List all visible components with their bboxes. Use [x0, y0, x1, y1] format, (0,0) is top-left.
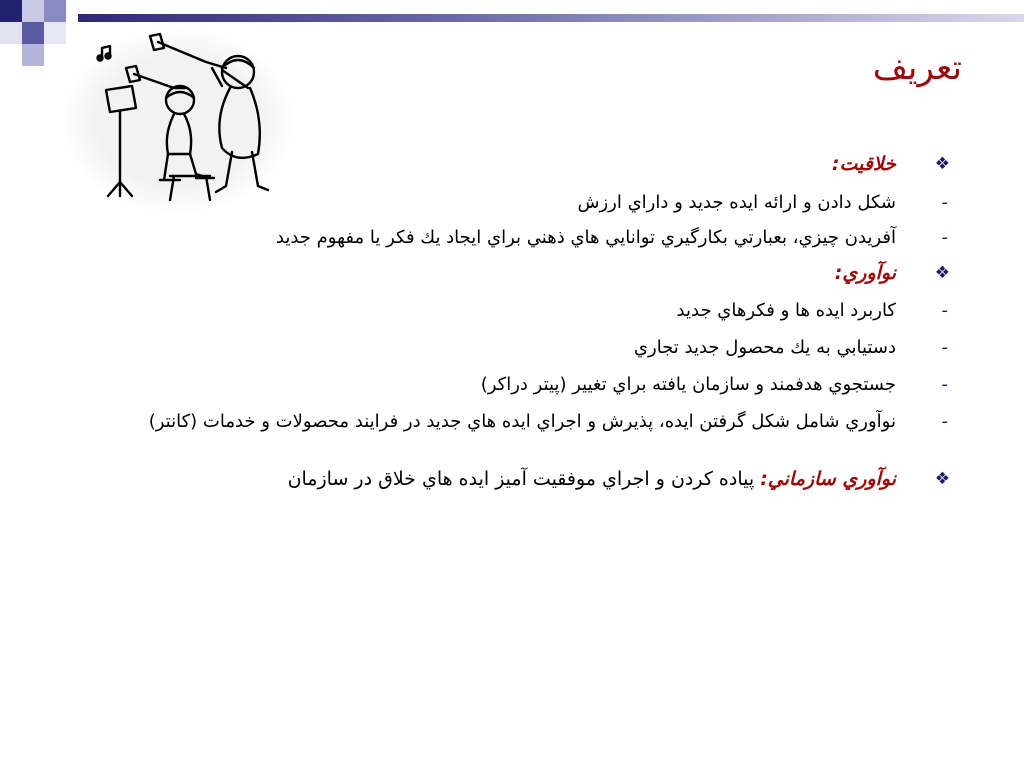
list-item — [104, 371, 964, 398]
section-organizational-innovation — [104, 465, 964, 494]
list-item-text: كاربرد ايده ها و فكرهاي جديد — [676, 300, 896, 321]
section-innovation — [104, 259, 964, 288]
list-item-text: نوآوري شامل شكل گرفتن ايده، پذيرش و اجراي ايده هاي جديد در فرايند محصولات و خدمات (كانتر) — [148, 411, 896, 432]
list-item — [104, 334, 964, 361]
diamond-bullet-icon: ❖ — [934, 262, 950, 283]
deco-square — [22, 44, 44, 66]
dash-bullet: - — [941, 337, 948, 358]
list-item-text: دستيابي به يك محصول جديد تجاري — [633, 337, 896, 358]
deco-square — [22, 0, 44, 22]
section-heading: خلاقيت: — [831, 153, 896, 175]
dash-bullet: - — [941, 374, 948, 395]
section-creativity — [104, 150, 964, 179]
deco-square — [0, 22, 22, 44]
dash-bullet: - — [941, 226, 948, 248]
list-item — [104, 224, 964, 251]
deco-square — [44, 0, 66, 22]
header-rule — [78, 14, 1024, 22]
section-heading: نوآوري: — [834, 261, 896, 284]
dash-bullet: - — [941, 191, 948, 213]
list-item — [104, 297, 964, 324]
section-text: پياده كردن و اجراي موفقيت آميز ايده هاي خلاق در سازمان — [287, 468, 755, 490]
list-item — [104, 189, 964, 216]
deco-square — [0, 0, 22, 22]
list-item-text: شكل دادن و ارائه ايده جديد و داراي ارزش — [577, 191, 896, 213]
diamond-bullet-icon: ❖ — [934, 469, 950, 489]
diamond-bullet-icon: ❖ — [934, 154, 950, 174]
list-item-text: جستجوي هدفمند و سازمان يافته براي تغيير (پيتر دراكر) — [480, 374, 896, 395]
list-item-text: آفريدن چيزي، بعبارتي بكارگيري توانايي هاي ذهني براي ايجاد يك فكر يا مفهوم جديد — [275, 226, 896, 248]
dash-bullet: - — [941, 300, 948, 321]
section-heading: نوآوري سازماني: — [760, 468, 896, 490]
dash-bullet: - — [941, 411, 948, 432]
slide-content — [104, 150, 964, 494]
deco-square — [22, 22, 44, 44]
slide-title: تعريف — [872, 48, 962, 88]
list-item — [104, 408, 964, 435]
